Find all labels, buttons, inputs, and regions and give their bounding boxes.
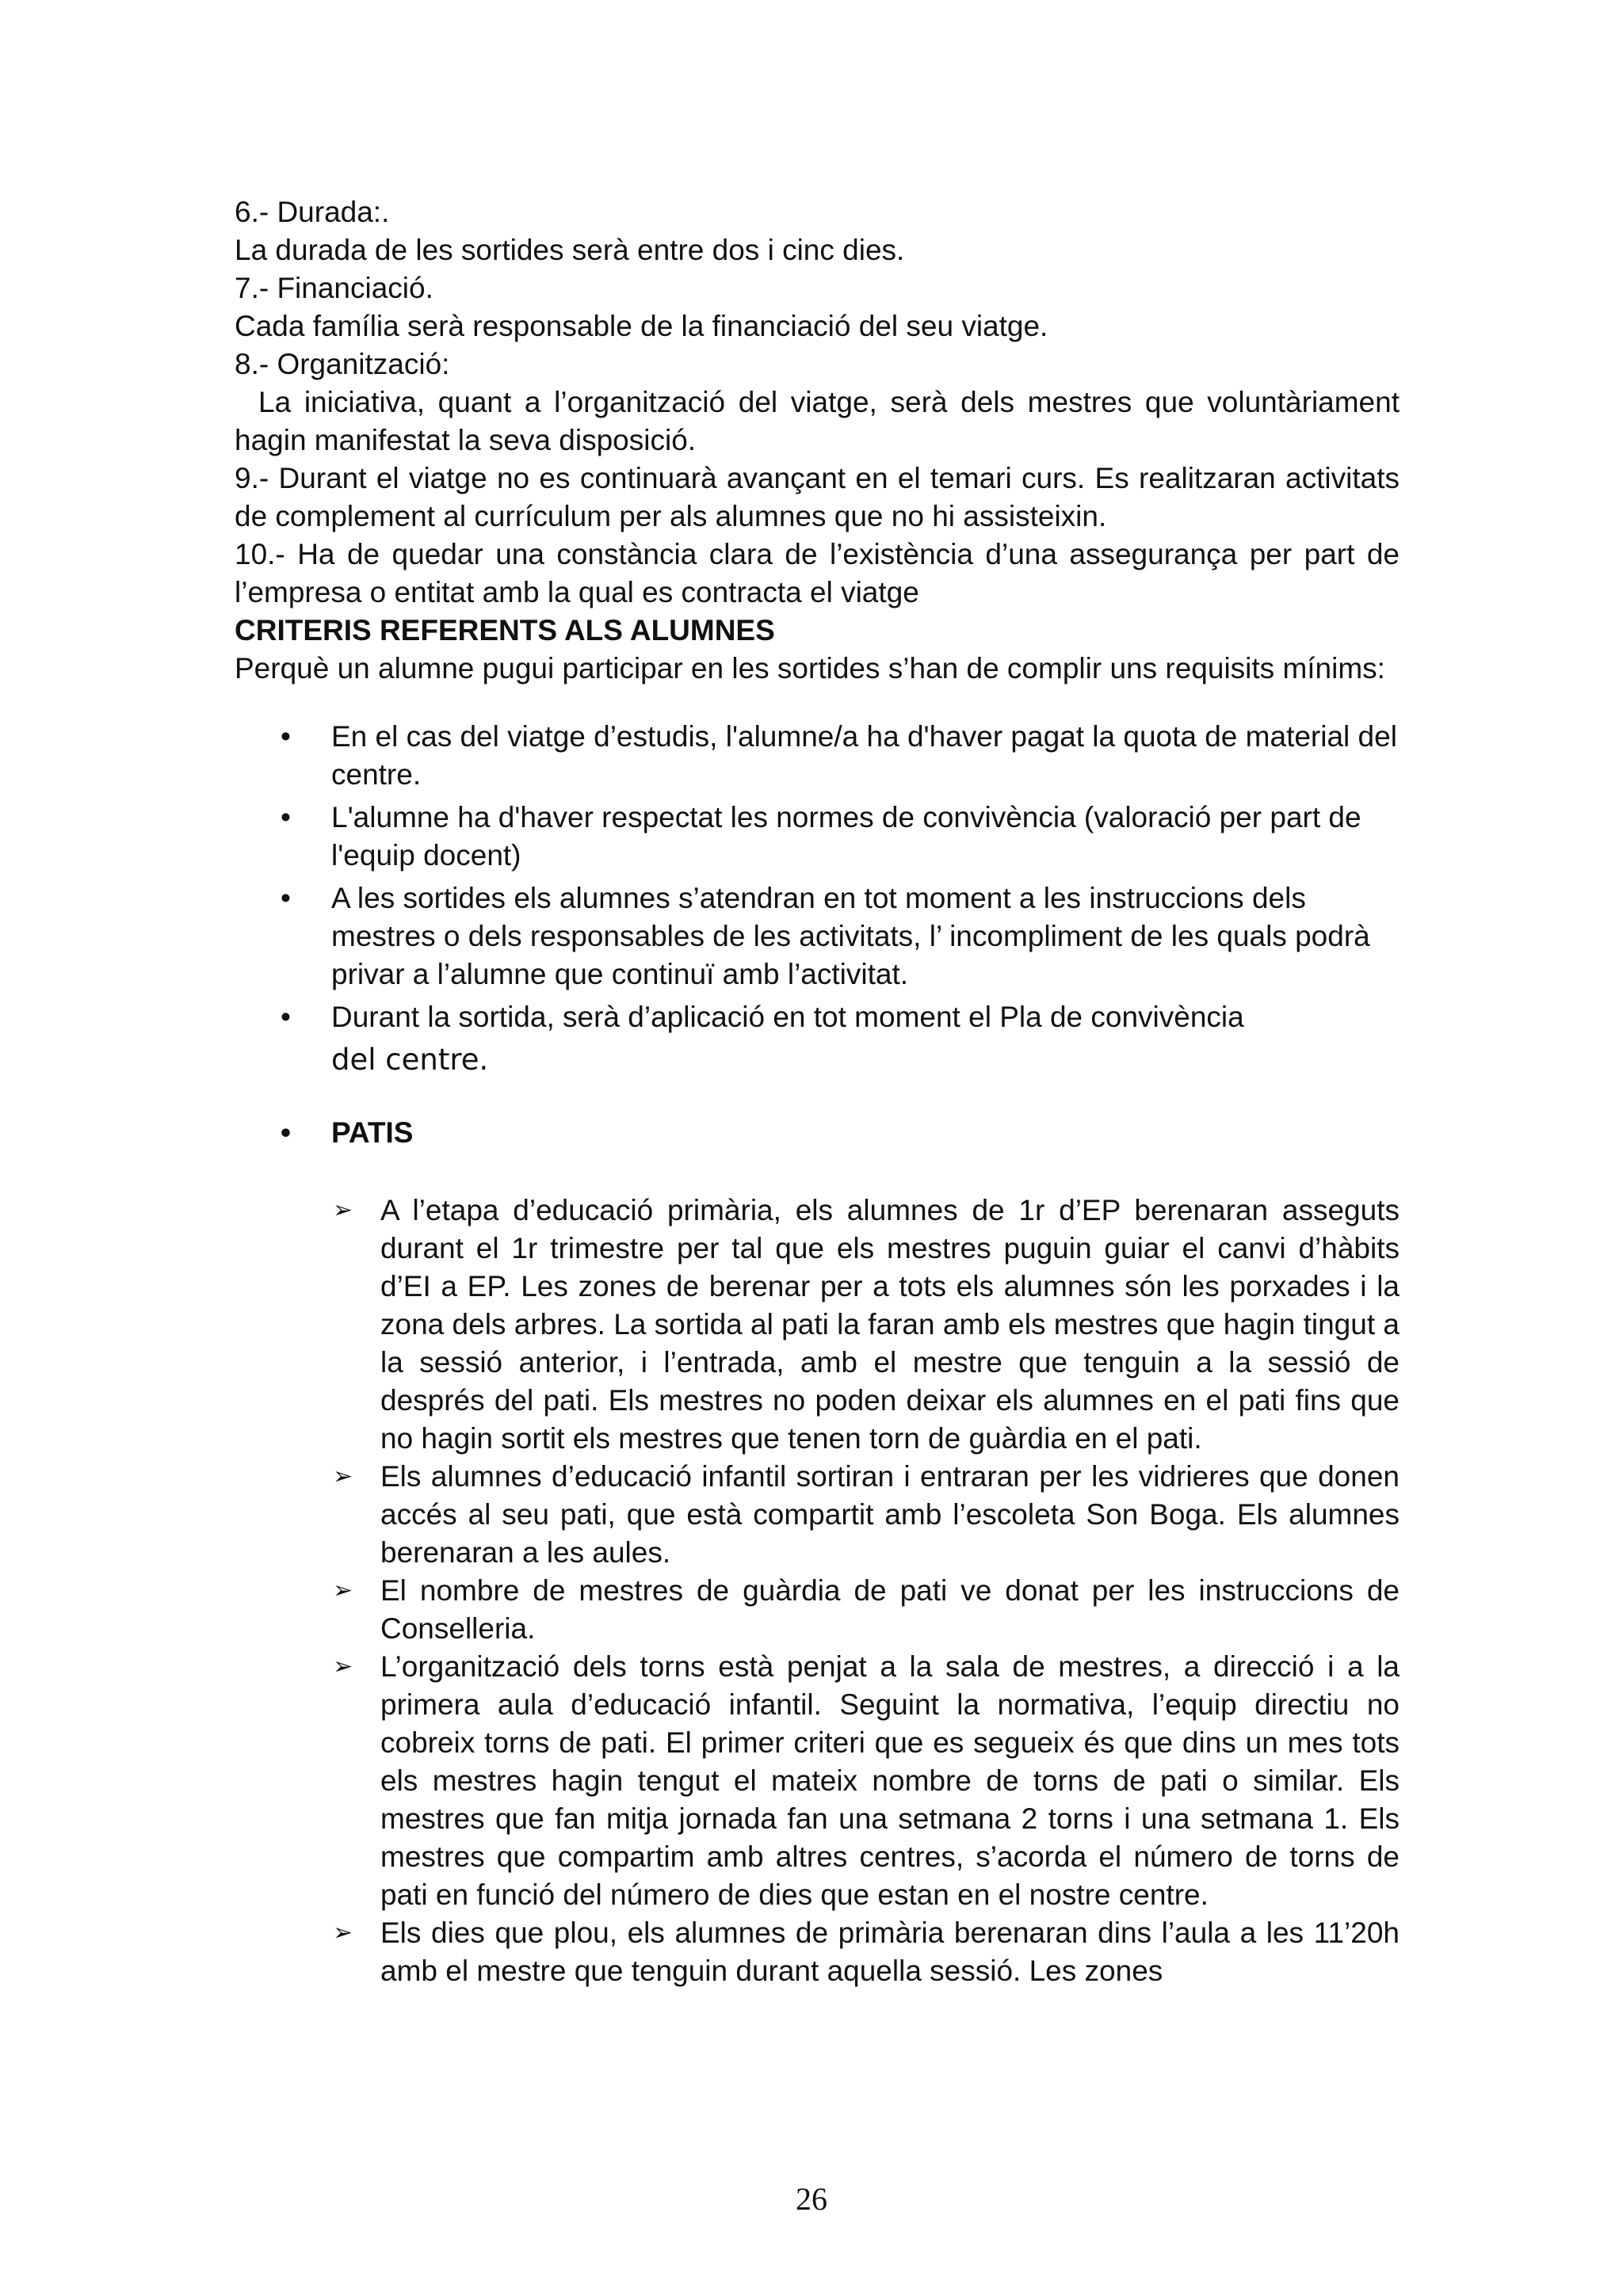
patis-item: ➢ L’organització dels torns està penjat a la sala de mestres, a direcció i a la primera aula d’educació infantil. Seguint la normativa, l’equip directiu no cobreix torns de pati. El primer criteri que es segueix és que dins un mes tots els mestres hagin tengut el mateix nombre de torns de pati o similar. Els mestres que fan mitja jornada fan una setmana 2 torns i una setmana 1. Els mestres que compartim amb altres centres, s’acorda el número de torns de pati en funció del número de dies que estan en el nostre centre. bbox=[235, 1648, 1400, 1914]
requirement-item-last bbox=[235, 998, 1400, 1084]
patis-section bbox=[235, 1114, 1400, 1152]
requirement-last-text: Durant la sortida, serà d’aplicació en tot moment el Pla de convivència bbox=[331, 1001, 1244, 1033]
criteris-intro: Perquè un alumne pugui participar en les sortides s’han de complir uns requisits mínims: bbox=[235, 652, 1385, 685]
section-durada-text: La durada de les sortides serà entre dos i cinc dies. bbox=[235, 234, 905, 266]
section-organitzacio-text: La iniciativa, quant a l’organització del viatge, serà dels mestres que voluntàriament hagin manifestat la seva disposició. bbox=[235, 386, 1400, 456]
section-item-9: 9.- Durant el viatge no es continuarà avançant en el temari curs. Es realitzaran activitats de complement al currículum per als alumnes que no hi assisteixin. bbox=[235, 462, 1400, 532]
requirement-item: • L'alumne ha d'haver respectat les normes de convivència (valoració per part de l'equip docent) bbox=[235, 799, 1400, 875]
page-number: 26 bbox=[796, 2181, 827, 2217]
patis-item: ➢ Els alumnes d’educació infantil sortiran i entraran per les vidrieres que donen accés al seu pati, que està compartit amb l’escoleta Son Boga. Els alumnes berenaran a les aules. bbox=[235, 1458, 1400, 1572]
requirement-last-text-end: del centre. bbox=[331, 1043, 489, 1077]
section-item-10: 10.- Ha de quedar una constància clara de l’existència d’una assegurança per part de l’empresa o entitat amb la qual es contracta el viatge bbox=[235, 538, 1400, 608]
patis-item: ➢ Els dies que plou, els alumnes de primària berenaran dins l’aula a les 11’20h amb el mestre que tenguin durant aquella sessió. Les zones bbox=[235, 1914, 1400, 1990]
section-durada-heading: 6.- Durada:. bbox=[235, 196, 390, 228]
patis-item: ➢ A l’etapa d’educació primària, els alumnes de 1r d’EP berenaran asseguts durant el 1r trimestre per tal que els mestres puguin guiar el canvi d’hàbits d’EI a EP. Les zones de berenar per a tots els alumnes són les porxades i la zona dels arbres. La sortida al pati la faran amb els mestres que hagin tingut a la sessió anterior, i l’entrada, amb el mestre que tenguin a la sessió de després del pati. Els mestres no poden deixar els alumnes en el pati fins que no hagin sortit els mestres que tenen torn de guàrdia en el pati. bbox=[235, 1192, 1400, 1458]
requirement-item: • A les sortides els alumnes s’atendran en tot moment a les instruccions dels mestres o dels responsables de les activitats, l’ incompliment de les quals podrà privar a l’alumne que continuï amb l’activitat. bbox=[235, 879, 1400, 994]
criteris-heading: CRITERIS REFERENTS ALS ALUMNES bbox=[235, 614, 775, 646]
patis-item: ➢ El nombre de mestres de guàrdia de pati ve donat per les instruccions de Conselleria. bbox=[235, 1572, 1400, 1648]
section-financiacio-text: Cada família serà responsable de la financiació del seu viatge. bbox=[235, 310, 1048, 342]
page-content bbox=[235, 193, 1400, 1990]
patis-items-list bbox=[235, 1192, 1400, 1990]
section-organitzacio-heading: 8.- Organització: bbox=[235, 348, 450, 380]
requirement-item: • En el cas del viatge d’estudis, l'alumne/a ha d'haver pagat la quota de material del centre. bbox=[235, 718, 1400, 794]
section-financiacio-heading: 7.- Financiació. bbox=[235, 272, 433, 304]
requirements-list bbox=[235, 718, 1400, 1084]
patis-heading: • PATIS bbox=[235, 1114, 1400, 1152]
